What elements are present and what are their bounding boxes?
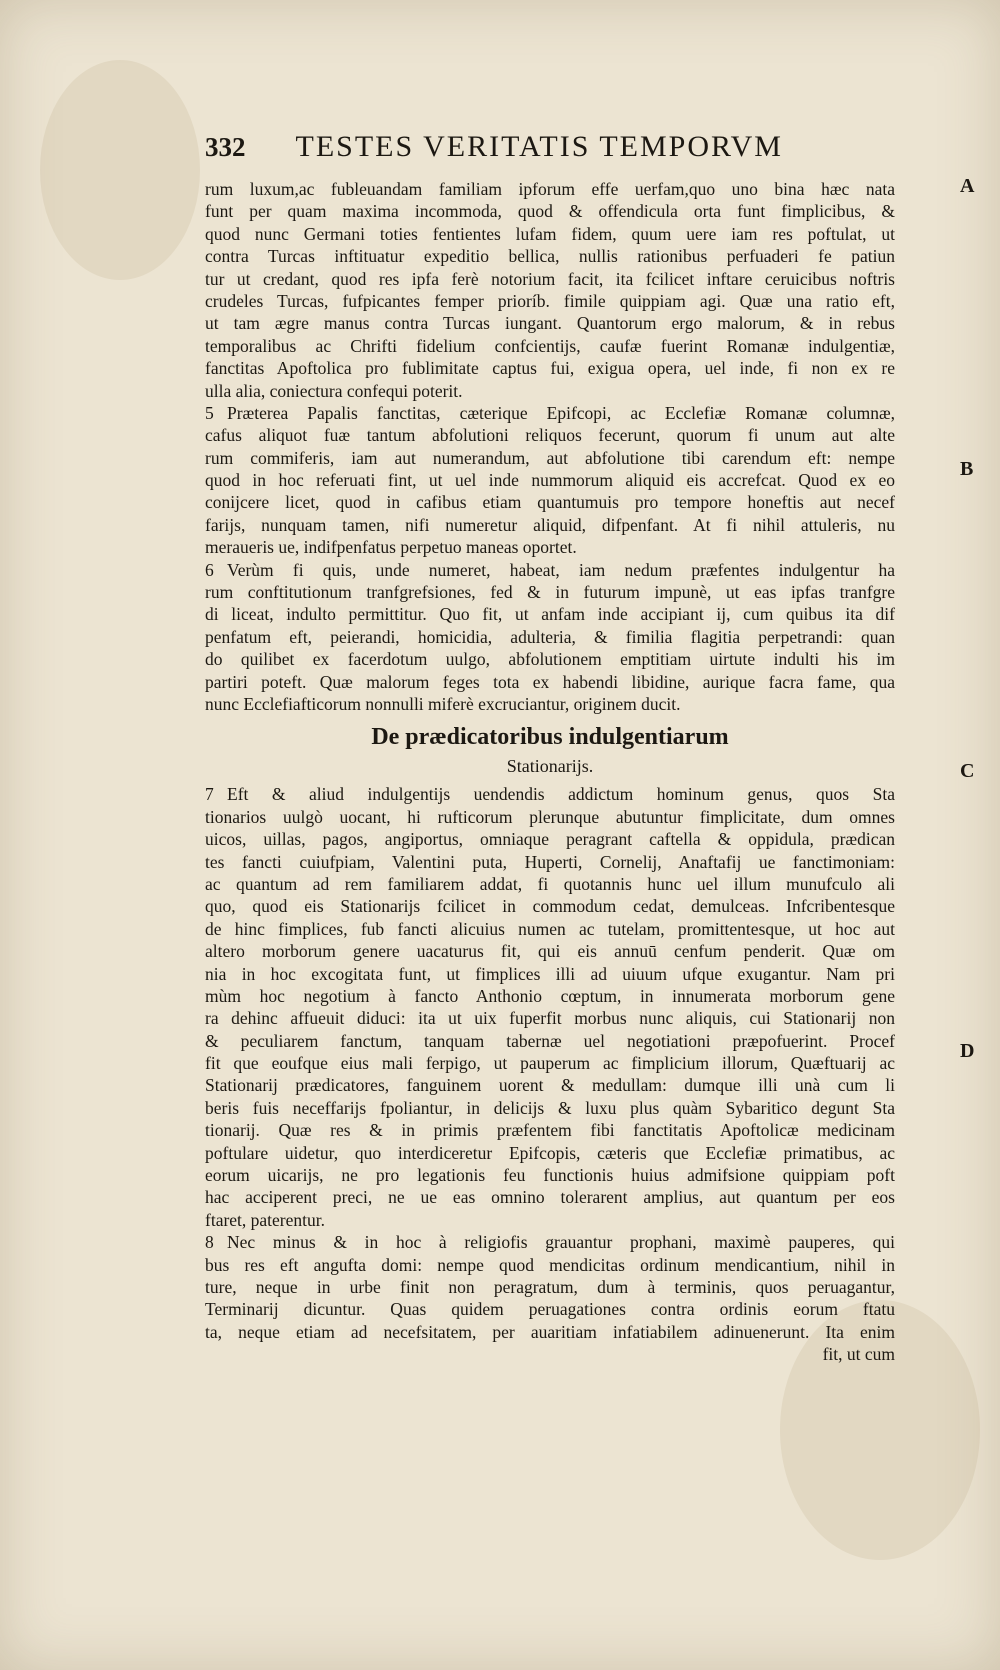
text-line: ac quantum ad rem familiarem addat, fi quotannis hunc uel illum munufculo ali bbox=[205, 873, 895, 894]
text-line: ut tam ægre manus contra Turcas iungant. Quantorum ergo malorum, & in rebus bbox=[205, 313, 895, 334]
margin-letter-c: C bbox=[960, 760, 975, 782]
paper-stain bbox=[40, 60, 200, 280]
paragraph-number: 5 bbox=[205, 402, 214, 423]
paragraph-number: 6 bbox=[205, 559, 214, 580]
text-line: beris fuis neceffarijs fpoliantur, in delicijs & luxu plus quàm Sybaritico degunt Sta bbox=[205, 1097, 895, 1118]
text-line: rum luxum,ac fubleuandam familiam ipforum effe uerfam,quo uno bina hæc nata bbox=[205, 179, 895, 199]
text-line: farijs, nunquam tamen, nifi numeretur aliquid, difpenfant. At fi nihil attuleris, nu bbox=[205, 514, 895, 535]
text-line: Eft & aliud indulgentijs uendendis addictum hominum genus, quos Sta bbox=[227, 784, 895, 805]
text-line: Stationarij prædicatores, fanguinem uorent & medullam: dumque illi unà cum li bbox=[205, 1075, 895, 1096]
section-heading: De prædicatoribus indulgentiarum bbox=[371, 724, 729, 751]
text-line: tes fancti cuiufpiam, Valentini puta, Huperti, Cornelij, Anaftafij ue fanctimoniam: bbox=[205, 851, 895, 872]
text-line: penfatum eft, peierandi, homicidia, adulteria, & fimilia flagitia perpetrandi: quan bbox=[205, 626, 895, 647]
text-line: eorum uicarijs, ne pro legationis feu functionis huius admifsione quippiam poft bbox=[205, 1165, 895, 1186]
text-line: ftaret, paterentur. bbox=[205, 1209, 326, 1230]
text-line: quo, quod eis Stationarijs fcilicet in commodum cedat, demulceas. Infcribentesque bbox=[205, 896, 895, 917]
text-line: nia in hoc excogitata funt, ut fimplices illi ad uiuum ufque exugantur. Nam pri bbox=[205, 963, 895, 984]
text-line: tionarij. Quæ res & in primis præfentem fibi fanctitatis Apoftolicæ medicinam bbox=[205, 1120, 895, 1141]
margin-letter-d: D bbox=[960, 1040, 975, 1062]
text-line: uicos, uillas, pagos, angiportus, omniaque peragrant caftella & oppidula, prædican bbox=[205, 829, 895, 850]
section-subheading: Stationarijs. bbox=[506, 756, 594, 777]
text-line: di liceat, indulto permittitur. Quo fit, ut anfam inde accipiant ij, cum quibus ita dif bbox=[205, 604, 895, 625]
paragraph-5 bbox=[205, 402, 895, 559]
paragraph-number: 7 bbox=[205, 784, 214, 805]
catchword: fit, ut cum bbox=[822, 1344, 895, 1365]
text-body bbox=[205, 178, 895, 1366]
text-line: contra Turcas inftituatur expeditio bellica, nullis rationibus perfuaderi fe patiun bbox=[205, 246, 895, 267]
text-line: ta, neque etiam ad necefsitatem, per auaritiam infatiabilem adinuenerunt. Ita enim bbox=[205, 1321, 895, 1342]
text-line: Nec minus & in hoc à religiofis grauantur prophani, maximè pauperes, qui bbox=[227, 1232, 895, 1253]
text-line: do quilibet ex facerdotum uulgo, abfolutionem emptitiam uirtute indulti his im bbox=[205, 649, 895, 670]
text-line: bus res eft angufta domi: nempe quod mendicitas ordinum mendicantium, nihil in bbox=[205, 1254, 895, 1275]
text-line: fanctitas Apoftolica pro fublimitate captus fui, exigua opera, uel inde, fi non ex re bbox=[205, 358, 895, 379]
text-line: poftulare uidetur, quo interdiceretur Epifcopis, cæteris que Ecclefiæ primatibus, ac bbox=[205, 1142, 895, 1163]
text-line: cafus aliquot fuæ tantum abfolutioni reliquos fecerunt, quorum fi unum aut alte bbox=[205, 425, 895, 446]
text-line: rum commiferis, iam aut numerandum, aut abfolutione tibi carendum eft: nempe bbox=[205, 447, 895, 468]
running-title: TESTES VERITATIS TEMPORVM bbox=[295, 130, 783, 163]
text-line: ture, neque in urbe finit non peragratum, dum à terminis, quos peruagantur, bbox=[205, 1276, 895, 1297]
text-line: quod nunc Germani toties fentientes lufam fidem, quum uere iam res poftulat, ut bbox=[205, 223, 895, 244]
text-line: Verùm fi quis, unde numeret, habeat, iam nedum præfentes indulgentur ha bbox=[227, 559, 895, 580]
paragraph-6 bbox=[205, 559, 895, 716]
text-line: nunc Ecclefiafticorum nonnulli miferè excruciantur, originem ducit. bbox=[205, 693, 681, 714]
text-line: partiri poteft. Quæ malorum feges tota ex habendi libidine, aurique facra fame, qua bbox=[205, 671, 895, 692]
paragraph-8 bbox=[205, 1231, 895, 1343]
text-line: ulla alia, coniectura confequi poterit. bbox=[205, 380, 463, 401]
text-line: de hinc fimplices, fub fancti alicuius numen ac tutelam, promittentesque, ut hoc aut bbox=[205, 918, 895, 939]
paragraph-7 bbox=[205, 783, 895, 1231]
text-line: meraueris ue, indifpenfatus perpetuo maneas oportet. bbox=[205, 537, 577, 558]
text-line: Terminarij dicuntur. Quas quidem peruagationes contra ordinis eorum ftatu bbox=[205, 1299, 895, 1320]
margin-letter-a: A bbox=[960, 175, 975, 197]
text-line: tionarios uulgò uocant, hi rufticorum plerunque abutuntur fimplicitate, dum omnes bbox=[205, 806, 895, 827]
paragraph-continued bbox=[205, 178, 895, 402]
text-line: crudeles Turcas, fufpicantes femper prioríb. fimile quippiam agi. Quæ una ratio eft, bbox=[205, 290, 895, 311]
text-line: mùm hoc negotium à fancto Anthonio cœptum, in innumerata morborum gene bbox=[205, 985, 895, 1006]
paragraph-number: 8 bbox=[205, 1232, 214, 1253]
text-line: Præterea Papalis fanctitas, cæterique Epifcopi, ac Ecclefiæ Romanæ columnæ, bbox=[227, 402, 895, 423]
text-line: temporalibus ac Chrifti fidelium confcientijs, caufæ fuerint Romanæ indulgentiæ, bbox=[205, 335, 895, 356]
text-line: & peculiarem fanctum, tanquam tabernæ uel negotiationi præpofuerint. Procef bbox=[205, 1030, 895, 1051]
text-line: rum conftitutionum tranfgrefsiones, fed & in futurum impunè, ut eas ipfas tranfgre bbox=[205, 582, 895, 603]
text-line: ra dehinc affueuit diduci: ita ut uix fuperfit morbus nunc aliquis, cui Stationarij non bbox=[205, 1008, 895, 1029]
text-line: funt per quam maxima incommoda, quod & offendicula orta funt fimplicibus, & bbox=[205, 201, 895, 222]
page-header bbox=[205, 130, 895, 164]
text-line: quod in hoc referuati fint, ut uel inde nummorum aliquid eis accrefcat. Quod ex eo bbox=[205, 470, 895, 491]
text-line: altero morborum genere uacaturus fit, qui eis annuū cenfum penderit. Quæ om bbox=[205, 941, 895, 962]
text-line: conijcere licet, quod in cafibus etiam quantumuis pro tempore honeftis aut necef bbox=[205, 492, 895, 513]
text-line: tur ut credant, quod res ipfa ferè notorium facit, ita fcilicet inftare ceruicibus noftris bbox=[205, 268, 895, 289]
text-line: hac acciperent preci, ne ue eas omnino tolerarent amplius, aut quantum per eos bbox=[205, 1187, 895, 1208]
folio-number: 332 bbox=[205, 132, 246, 162]
margin-letter-b: B bbox=[960, 458, 974, 480]
text-line: fit que eoufque eius mali ferpigo, ut pauperum ac fimplicium illorum, Quæftuarij ac bbox=[205, 1053, 895, 1074]
